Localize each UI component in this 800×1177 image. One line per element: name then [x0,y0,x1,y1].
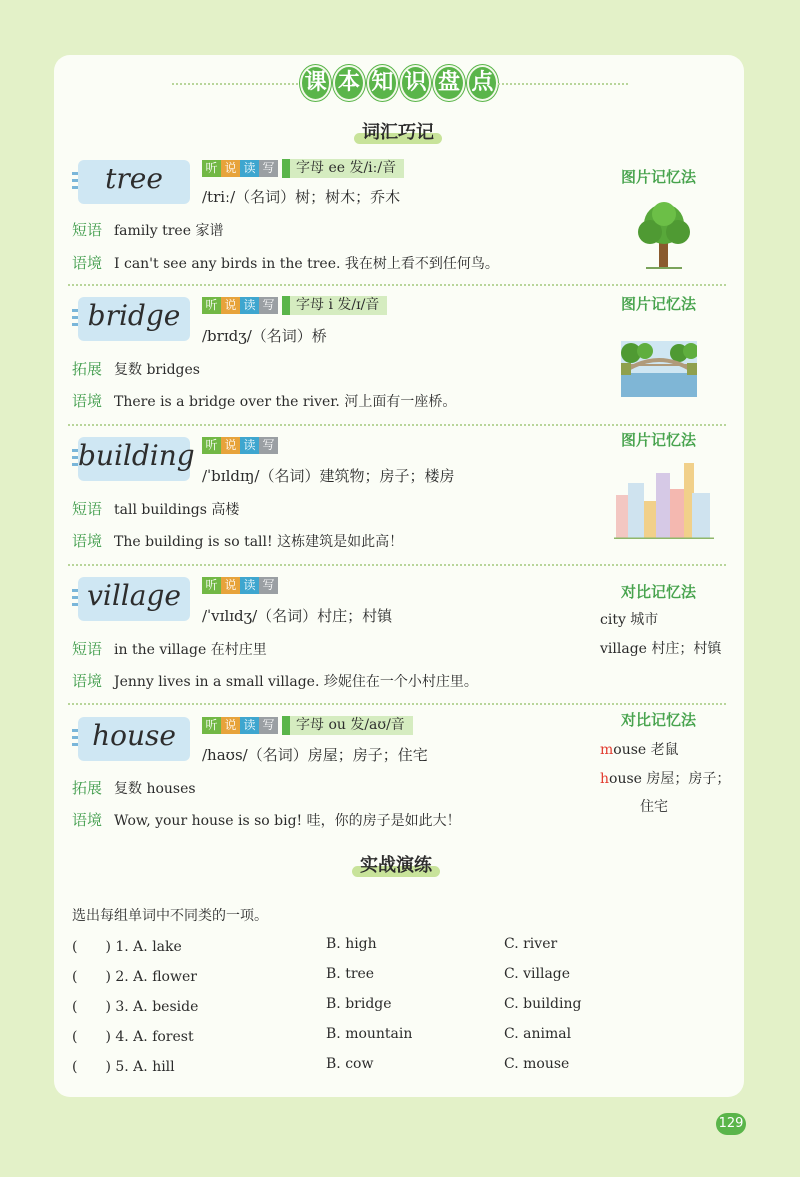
skill-read: 读 [240,160,259,177]
memory-method-title: 图片记忆法 [621,431,697,449]
question-option-c: C. building [504,996,582,1012]
question-option-a: ( ) 2. A. flower [72,969,197,985]
compare-rest: ouse 房屋；房子； [609,771,731,787]
pronunciation: /haʊs/（名词）房屋；房子；住宅 [202,746,428,764]
exercise-question [72,936,672,958]
question-option-a: ( ) 1. A. lake [72,939,182,955]
compare-item [600,768,730,788]
pronunciation: /ˈvɪlɪdʒ/（名词）村庄；村镇 [202,607,393,625]
bridge-image [621,341,697,397]
phrase-text: family tree 家谱 [114,223,224,239]
section-title-text: 实战演练 [360,855,432,876]
word-tag [68,717,188,761]
question-option-b: B. cow [326,1056,374,1072]
label-extension: 拓展 [72,779,103,797]
skill-write: 写 [259,160,278,177]
skill-listen: 听 [202,297,221,314]
question-option-a: ( ) 5. A. hill [72,1059,175,1075]
skill-read: 读 [240,577,259,594]
question-option-b: B. tree [326,966,375,982]
memory-method-title: 图片记忆法 [621,168,697,186]
memory-method-title: 对比记忆法 [621,711,697,729]
question-option-a: ( ) 4. A. forest [72,1029,194,1045]
skill-speak: 说 [221,437,240,454]
skill-write: 写 [259,717,278,734]
label-phrase: 短语 [72,500,103,518]
question-option-b: B. bridge [326,996,392,1012]
exercise-question [72,966,672,988]
memory-method-title: 对比记忆法 [621,583,697,601]
divider [68,703,726,705]
compare-item: village 村庄；村镇 [600,641,722,657]
skill-badges [202,437,278,454]
vocab-entry-house [68,711,731,837]
skill-listen: 听 [202,160,221,177]
section-title-text: 词汇巧记 [362,122,434,143]
exercise-question [72,996,672,1018]
title-char: 识 [400,65,431,101]
question-option-c: C. mouse [504,1056,570,1072]
section-title-practice [360,851,432,877]
compare-item: city 城市 [600,612,659,628]
highlight-letter: m [600,742,614,758]
title-line-right [498,83,628,85]
context-text: The building is so tall! 这栋建筑是如此高！ [114,534,404,550]
title-char: 本 [333,65,364,101]
context-text: There is a bridge over the river. 河上面有一座桥。 [114,394,457,410]
exercise-instruction: 选出每组单词中不同类的一项。 [72,908,268,924]
label-phrase: 短语 [72,640,103,658]
question-option-c: C. animal [504,1026,572,1042]
word: house [92,719,176,752]
label-context: 语境 [72,532,103,550]
label-extension: 拓展 [72,360,103,378]
phonics-tag: 字母 ee 发/iː/音 [282,159,404,178]
divider [68,424,726,426]
compare-rest: ouse 老鼠 [613,742,679,758]
divider [68,284,726,286]
skill-read: 读 [240,437,259,454]
question-option-b: B. high [326,936,377,952]
word-tag [68,437,195,481]
phrase-text: tall buildings 高楼 [114,502,240,518]
context-text: Wow, your house is so big! 哇，你的房子是如此大！ [114,813,461,829]
page-header [0,64,800,104]
skill-write: 写 [259,437,278,454]
skill-listen: 听 [202,577,221,594]
vocab-entry-village [68,577,728,697]
skill-write: 写 [259,577,278,594]
compare-item: 住宅 [640,799,668,815]
word: tree [105,162,163,195]
vocab-entry-building [68,431,728,557]
city-image [614,463,714,539]
title-char: 点 [467,65,498,101]
label-phrase: 短语 [72,221,103,239]
word: village [87,579,181,612]
skill-listen: 听 [202,437,221,454]
section-title-vocabulary [362,118,434,144]
title-line-left [172,83,302,85]
pronunciation: /triː/（名词）树；树木；乔木 [202,188,401,206]
label-context: 语境 [72,672,103,690]
word: building [78,439,195,472]
skill-badges [202,160,278,177]
vocab-entry-tree [68,160,728,280]
skill-speak: 说 [221,717,240,734]
word-tag [68,577,188,621]
title-char: 盘 [433,65,464,101]
word: bridge [87,299,181,332]
label-context: 语境 [72,811,103,829]
extension-text: 复数 houses [114,781,196,797]
skill-speak: 说 [221,160,240,177]
word-tag [68,160,188,204]
phrase-text: in the village 在村庄里 [114,642,267,658]
skill-write: 写 [259,297,278,314]
skill-listen: 听 [202,717,221,734]
page-title [300,64,498,102]
word-tag [68,297,188,341]
context-text: I can't see any birds in the tree. 我在树上看不到任何鸟。 [114,256,499,272]
question-option-a: ( ) 3. A. beside [72,999,199,1015]
page-number: 129 [716,1113,746,1135]
skill-badges [202,297,278,314]
skill-read: 读 [240,717,259,734]
skill-read: 读 [240,297,259,314]
title-char: 课 [300,65,331,101]
skill-badges [202,577,278,594]
skill-badges [202,717,278,734]
highlight-letter: h [600,771,610,787]
divider [68,564,726,566]
phonics-tag: 字母 i 发/ɪ/音 [282,296,387,315]
tree-image [634,200,694,272]
phonics-tag: 字母 ou 发/aʊ/音 [282,716,413,735]
skill-speak: 说 [221,577,240,594]
question-option-c: C. river [504,936,558,952]
compare-item [600,739,679,759]
question-option-b: B. mountain [326,1026,413,1042]
pronunciation: /brɪdʒ/（名词）桥 [202,327,327,345]
pronunciation: /ˈbɪldɪŋ/（名词）建筑物；房子；楼房 [202,467,455,485]
skill-speak: 说 [221,297,240,314]
context-text: Jenny lives in a small village. 珍妮住在一个小村庄里。 [114,674,478,690]
vocab-entry-bridge [68,297,728,417]
title-char: 知 [367,65,398,101]
exercise-question [72,1056,672,1078]
label-context: 语境 [72,392,103,410]
question-option-c: C. village [504,966,571,982]
memory-method-title: 图片记忆法 [621,295,697,313]
extension-text: 复数 bridges [114,362,200,378]
label-context: 语境 [72,254,103,272]
exercise-question [72,1026,672,1048]
